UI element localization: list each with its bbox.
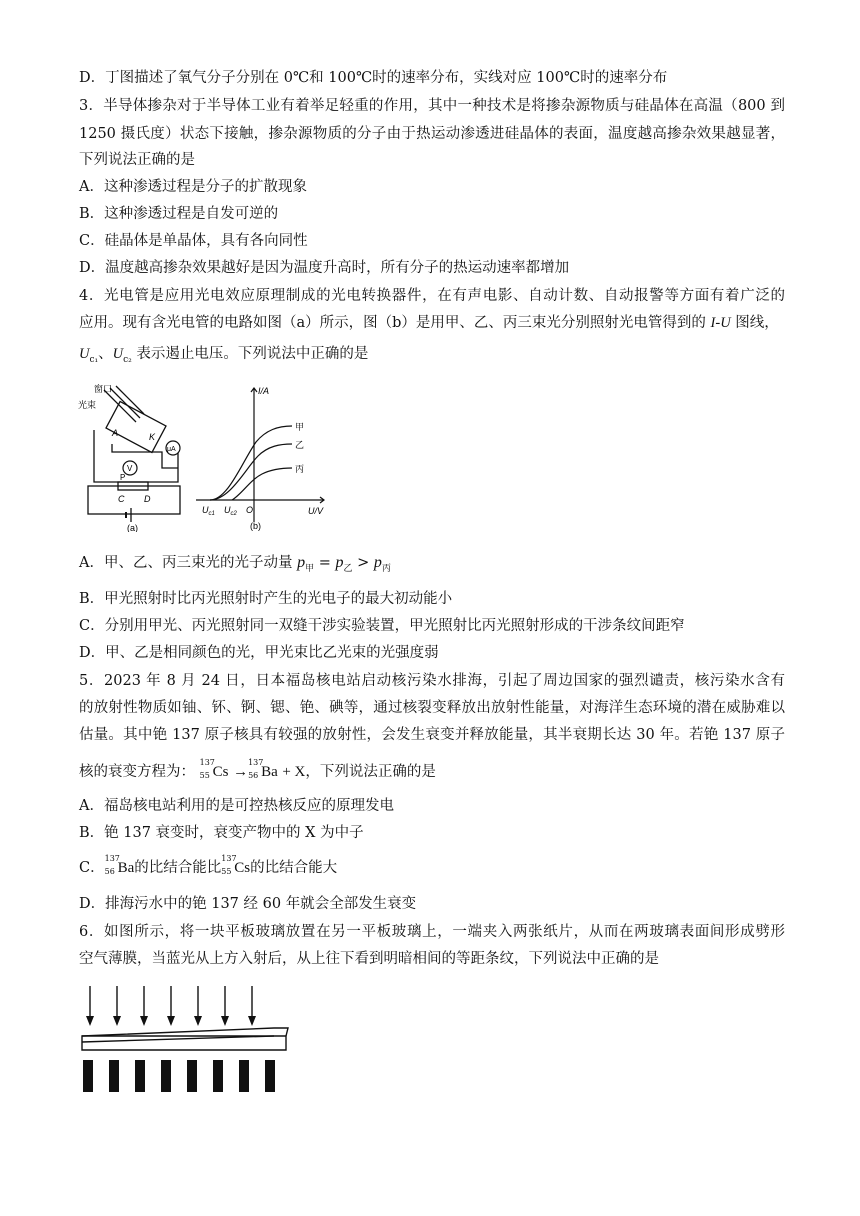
arrow-icon [167, 986, 175, 1026]
arrow-icon [248, 986, 256, 1026]
uc1-label: $U_{c1}$ [202, 505, 215, 517]
curve-label-jia: 甲 [295, 422, 305, 432]
label-microammeter: μA [167, 446, 176, 453]
q4-option-a: A．甲、乙、丙三束光的光子动量 $p_甲 = p_乙 > p_丙$ [79, 554, 391, 574]
arrow-icon [86, 986, 94, 1026]
dark-fringe [265, 1060, 275, 1092]
label-anode: A [112, 428, 119, 438]
q3-option-c: C．硅晶体是单晶体，具有各向同性 [79, 233, 308, 249]
q5-option-b: B．铯 137 衰变时，衰变产物中的 X 为中子 [79, 825, 364, 841]
dark-fringe [239, 1060, 249, 1092]
curve-bing [232, 468, 292, 500]
curve-label-bing: 丙 [295, 464, 305, 474]
dark-fringe [109, 1060, 119, 1092]
q3-option-d: D．温度越高掺杂效果越好是因为温度升高时，所有分子的热运动速率都增加 [79, 260, 570, 276]
dark-fringe [187, 1060, 197, 1092]
q4-stem-line2: 应用。现有含光电管的电路如图（a）所示，图（b）是用甲、乙、丙三束光分别照射光电管得到的 I-U 图线， [79, 315, 779, 331]
dark-fringe [213, 1060, 223, 1092]
label-voltmeter: V [127, 464, 133, 473]
q4-option-b: B．甲光照射时比丙光照射时产生的光电子的最大初动能小 [79, 591, 453, 607]
light-ray [110, 388, 140, 418]
curve-jia [210, 426, 292, 500]
label-cathode: K [149, 432, 156, 442]
q4-stem-line3: $U_{c_1}$、$U_{c_2}$ 表示遏止电压。下列说法中正确的是 [79, 346, 369, 365]
curve-yi [210, 444, 292, 500]
dark-fringe [83, 1060, 93, 1092]
wedge-surface [82, 1036, 274, 1042]
nuclide-cs137: 137 55 Cs [199, 758, 229, 780]
q3-stem-line3: 下列说法正确的是 [79, 152, 195, 168]
wire [94, 430, 178, 482]
q5-decay-equation-line: 核的衰变方程为： 137 55 Cs → 137 56 Ba + X，下列说法正确的是 [79, 758, 436, 780]
air-wedge-figure [78, 984, 293, 1096]
nuclide-ba137: 137 56 Ba [248, 758, 278, 780]
q5-option-d: D．排海污水中的铯 137 经 60 年就会全部发生衰变 [79, 896, 417, 912]
iu-curve-figure [194, 382, 330, 532]
bottom-glass-plate [82, 1036, 286, 1050]
q5-stem-line1: 5．2023 年 8 月 24 日，日本福岛核电站启动核污染水排海，引起了周边国家的强烈谴责，核污染水含有 [79, 673, 785, 689]
photocell-tube [106, 402, 166, 453]
arrow-icon [194, 986, 202, 1026]
label-d: D [144, 494, 151, 504]
arrow-icon [221, 986, 229, 1026]
light-ray [104, 390, 136, 422]
label-slider: P [120, 473, 126, 482]
q2-option-d: D．丁图描述了氧气分子分别在 0℃和 100℃时的速率分布，实线对应 100℃时的速率分布 [79, 70, 668, 86]
q5-stem-line3: 估量。其中铯 137 原子核具有较强的放射性，会发生衰变并释放能量，其半衰期长达 30 年。若铯 137 原子 [79, 727, 785, 743]
q3-option-a: A．这种渗透过程是分子的扩散现象 [79, 179, 307, 195]
arrow-icon [140, 986, 148, 1026]
light-ray [116, 386, 144, 414]
incident-light-arrows [86, 986, 256, 1026]
interference-fringes [83, 1060, 275, 1092]
q3-stem-line2: 1250 摄氏度）状态下接触，掺杂源物质的分子由于热运动渗透进硅晶体的表面，温度越高掺杂效果越显著， [79, 126, 785, 142]
q3-stem-line1: 3．半导体掺杂对于半导体工业有着举足轻重的作用，其中一种技术是将掺杂源物质与硅晶体在高温（800 到 [79, 98, 785, 114]
q4-stem-line1: 4．光电管是应用光电效应原理制成的光电转换器件，在有声电影、自动计数、自动报警等方面有着广泛的 [79, 288, 785, 304]
label-window: 窗口 [94, 384, 113, 394]
q4-option-d: D．甲、乙是相同颜色的光，甲光束比乙光束的光强度弱 [79, 645, 439, 661]
label-c: C [118, 494, 125, 504]
dark-fringe [135, 1060, 145, 1092]
arrow-icon [113, 986, 121, 1026]
q6-stem-line1: 6．如图所示，将一块平板玻璃放置在另一平板玻璃上，一端夹入两张纸片，从而在两玻璃表面间形成劈形 [79, 924, 785, 940]
dark-fringe [161, 1060, 171, 1092]
q5-stem-line2: 的放射性物质如铀、钚、锕、锶、铯、碘等，通过核裂变释放出放射性能量，对海洋生态环境的潜在威胁难以 [79, 700, 785, 716]
x-axis-label: U/V [308, 506, 324, 516]
top-glass-plate [82, 1028, 288, 1036]
q5-option-a: A．福岛核电站利用的是可控热核反应的原理发电 [79, 798, 394, 814]
y-axis-label: I/A [258, 386, 270, 396]
photocell-circuit-figure [78, 382, 190, 532]
caption-b: (b) [250, 521, 261, 531]
q3-option-b: B．这种渗透过程是自发可逆的 [79, 206, 279, 222]
label-beam: 光束 [78, 400, 97, 410]
origin-label: O [246, 505, 254, 515]
q5-option-c: C． 137 56 Ba的比结合能比 137 55 Cs的比结合能大 [79, 854, 338, 876]
uc2-label: $U_{c2}$ [224, 505, 237, 517]
curve-label-yi: 乙 [295, 440, 305, 450]
q4-option-c: C．分别用甲光、丙光照射同一双缝干涉实验装置，甲光照射比丙光照射形成的干涉条纹间距窄 [79, 618, 685, 634]
q6-stem-line2: 空气薄膜，当蓝光从上方入射后，从上往下看到明暗相间的等距条纹，下列说法中正确的是 [79, 951, 659, 967]
nuclide-cs137: 137 55 Cs [221, 854, 251, 876]
caption-a: (a) [127, 523, 138, 532]
nuclide-ba137: 137 56 Ba [104, 854, 135, 876]
